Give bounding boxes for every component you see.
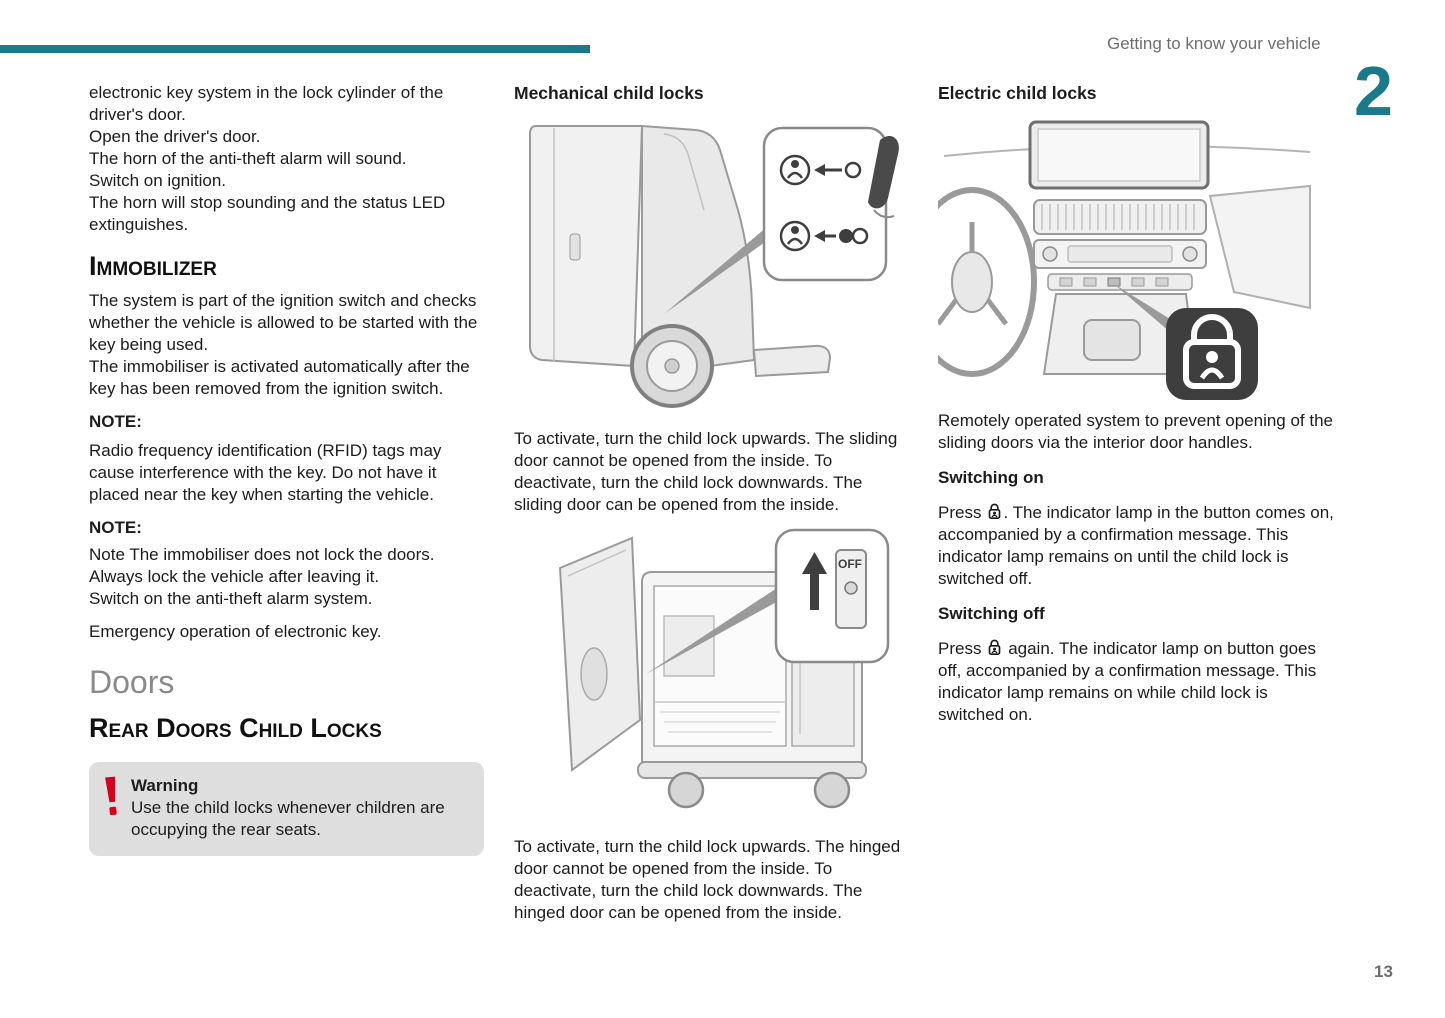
intro-line: Open the driver's door. (89, 127, 261, 146)
note-line: Switch on the anti-theft alarm system. (89, 588, 373, 608)
intro-paragraph (89, 82, 484, 236)
electric-child-lock-button-icon (1166, 308, 1258, 400)
note-label: NOTE: (89, 411, 142, 431)
intro-line: electronic key system in the lock cylinder of the driver's door. (89, 83, 444, 124)
switching-off-text: again. The indicator lamp on button goes off, accompanied by a confirmation message. This indicator lamp remains on while child lock is switched on. (938, 639, 1317, 724)
emergency-operation-line: Emergency operation of electronic key. (89, 621, 382, 641)
intro-line: The horn will stop sounding and the status LED extinguishes. (89, 193, 446, 234)
child-lock-callout (764, 128, 886, 280)
switching-on-paragraph (938, 502, 1338, 590)
immobilizer-paragraph-2: The immobiliser is activated automatically after the key has been removed from the ignition switch. (89, 356, 470, 398)
hinged-door-paragraph: To activate, turn the child lock upwards. The hinged door cannot be opened from the inside. To deactivate, turn the child lock downwards. The hinged door can be opened from the inside. (514, 837, 901, 922)
child-lock-button-icon (987, 638, 1002, 657)
warning-text: Use the child locks whenever children are occupying the rear seats. (131, 797, 445, 839)
right-column (938, 82, 1338, 726)
note-line: Always lock the vehicle after leaving it. (89, 566, 380, 586)
note-text: Radio frequency identification (RFID) tags may cause interference with the key. Do not have it placed near the key when starting the vehicle. (89, 440, 442, 504)
electric-child-locks-heading: Electric child locks (938, 83, 1097, 103)
note-line: Note The immobiliser does not lock the doors. (89, 544, 435, 564)
off-switch-callout (776, 530, 888, 662)
hinged-door-child-lock-figure (514, 524, 909, 824)
van-open-hinged-door-illustration (514, 524, 904, 824)
switching-off-paragraph (938, 638, 1338, 726)
intro-line: Switch on ignition. (89, 171, 227, 190)
warning-title: Warning (131, 775, 199, 795)
accent-bar (0, 45, 590, 53)
sliding-door-child-lock-figure (514, 114, 909, 414)
van-rear-quarter-illustration (514, 114, 904, 414)
warning-content (102, 775, 469, 841)
mechanical-child-locks-heading: Mechanical child locks (514, 83, 704, 103)
sliding-door-paragraph: To activate, turn the child lock upwards. The sliding door cannot be opened from the inside. To deactivate, turn the child lock downwards. The sliding door can be opened from the inside. (514, 429, 898, 514)
rear-wheel (632, 326, 712, 406)
electric-lock-intro: Remotely operated system to prevent opening of the sliding doors via the interior door handles. (938, 411, 1334, 452)
immobilizer-heading: Immobilizer (89, 251, 217, 281)
note-text (89, 544, 484, 610)
switching-on-heading: Switching on (938, 468, 1044, 487)
child-lock-button-icon (987, 502, 1002, 521)
note-label: NOTE: (89, 517, 142, 537)
press-word: Press (938, 503, 982, 522)
press-word: Press (938, 639, 982, 658)
intro-line: The horn of the anti-theft alarm will sound. (89, 149, 407, 168)
running-header: Getting to know your vehicle (1107, 34, 1321, 53)
switching-off-heading: Switching off (938, 604, 1045, 623)
immobilizer-paragraph-1: The system is part of the ignition switch and checks whether the vehicle is allowed to be started with the key being used. (89, 290, 478, 354)
doors-heading: Doors (89, 663, 175, 700)
warning-box (89, 762, 484, 856)
dashboard-illustration (938, 112, 1316, 400)
chapter-number: 2 (1354, 52, 1391, 130)
middle-column (514, 82, 909, 924)
console-button-strip (1048, 274, 1192, 290)
switching-on-text: . The indicator lamp in the button comes on, accompanied by a confirmation message. This indicator lamp remains on until the child lock is switched off. (938, 503, 1334, 588)
page-number: 13 (1374, 962, 1393, 981)
dashboard-child-lock-figure (938, 112, 1338, 400)
rear-doors-child-locks-heading: Rear Doors Child Locks (89, 712, 382, 743)
steering-wheel (938, 190, 1034, 374)
left-column (89, 82, 484, 856)
off-label: OFF (838, 557, 862, 571)
